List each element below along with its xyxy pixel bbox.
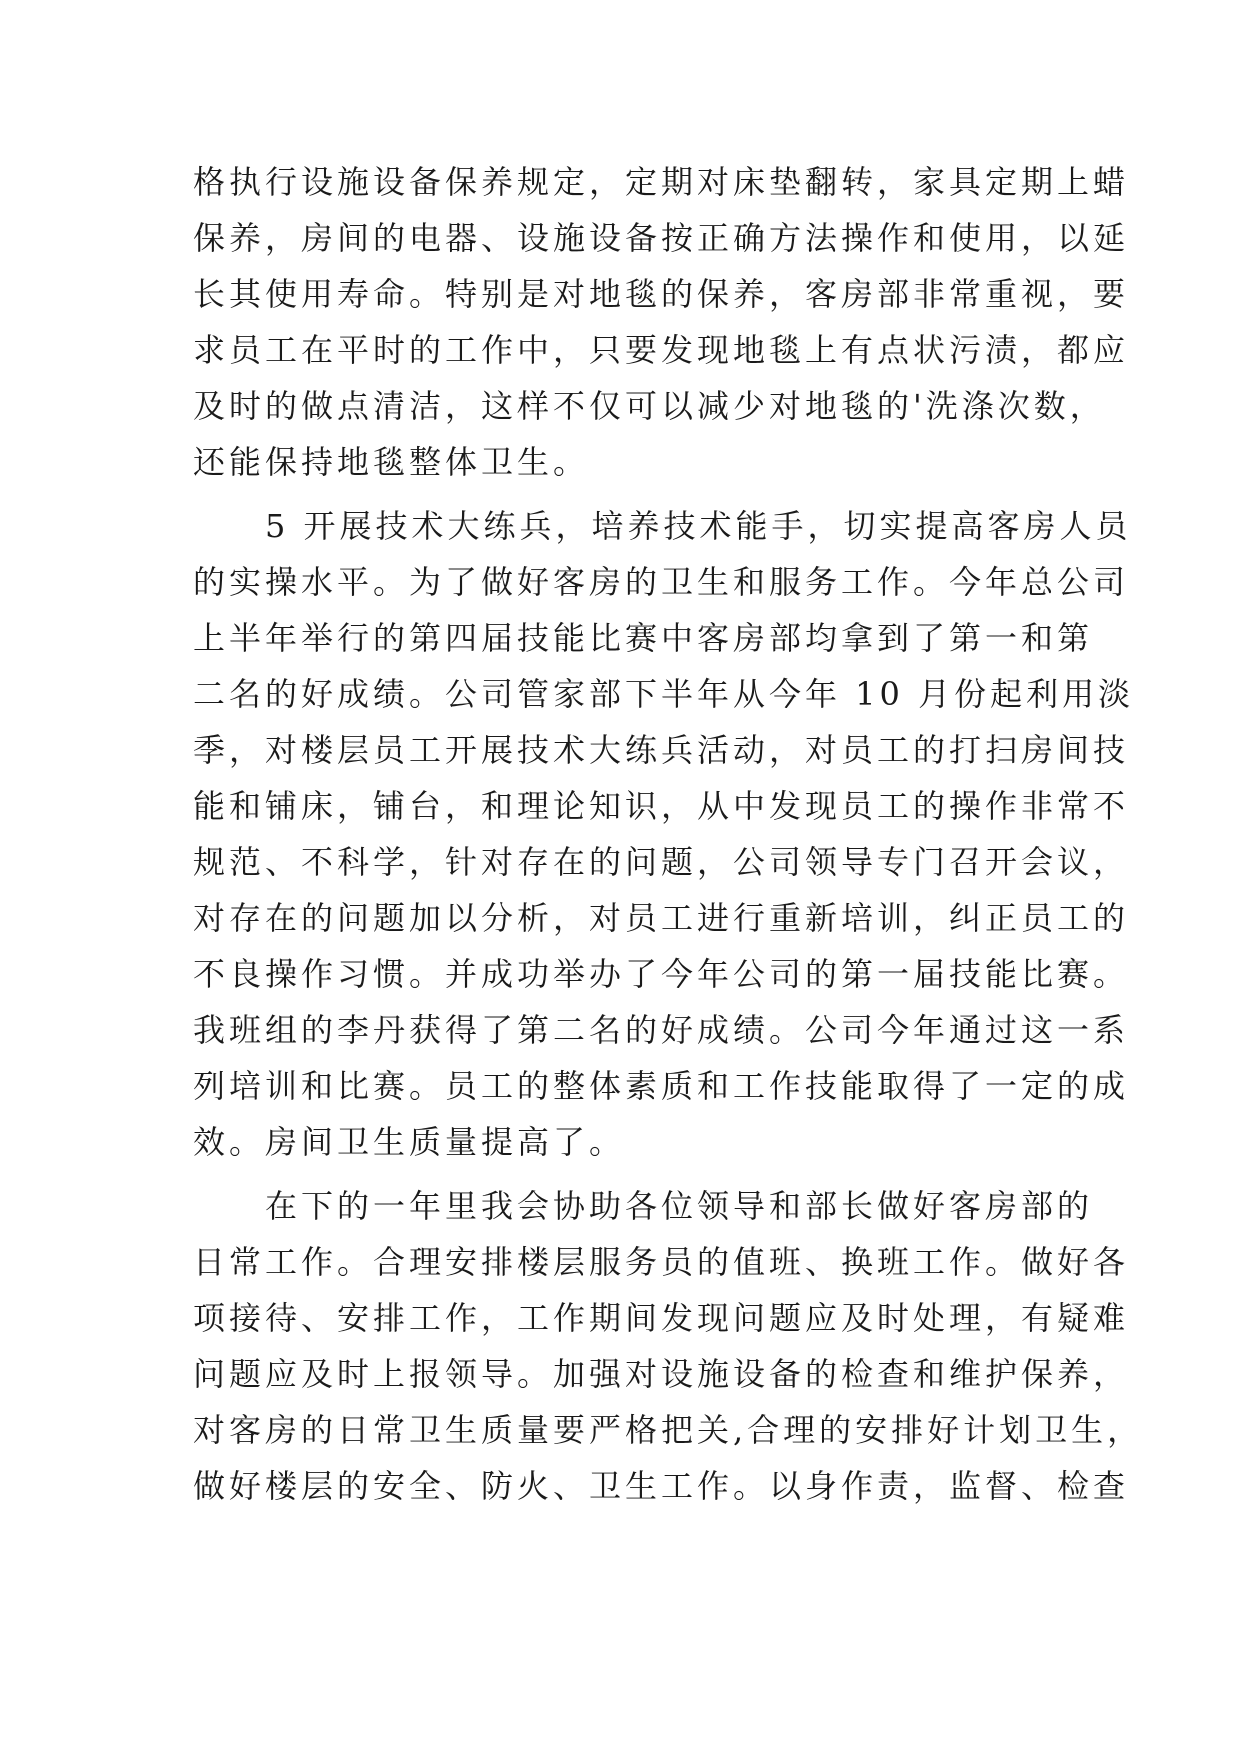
text-line: 长其使用寿命。特别是对地毯的保养，客房部非常重视，要 <box>193 275 1130 313</box>
paragraph-gap <box>193 1170 1073 1178</box>
text-line: 我班组的李丹获得了第二名的好成绩。公司今年通过这一系 <box>193 1011 1130 1049</box>
text-line: 保养，房间的电器、设施设备按正确方法操作和使用，以延 <box>193 219 1130 257</box>
text-line: 上半年举行的第四届技能比赛中客房部均拿到了第一和第 <box>193 619 1094 657</box>
text-line: 求员工在平时的工作中，只要发现地毯上有点状污渍，都应 <box>193 331 1130 369</box>
text-line: 规范、不科学，针对存在的问题，公司领导专门召开会议， <box>193 843 1130 881</box>
text-line: 5 开展技术大练兵，培养技术能手，切实提高客房人员 <box>193 507 1132 545</box>
body-text <box>193 154 1144 1514</box>
text-line: 对存在的问题加以分析，对员工进行重新培训，纠正员工的 <box>193 899 1130 937</box>
text-line: 及时的做点清洁，这样不仅可以减少对地毯的'洗涤次数， <box>193 387 1106 425</box>
text-line: 还能保持地毯整体卫生。 <box>193 443 590 481</box>
text-line: 能和铺床，铺台，和理论知识，从中发现员工的操作非常不 <box>193 787 1130 825</box>
text-line: 不良操作习惯。并成功举办了今年公司的第一届技能比赛。 <box>193 955 1130 993</box>
text-line: 格执行设施设备保养规定，定期对床垫翻转，家具定期上蜡 <box>193 163 1130 201</box>
paragraph-2 <box>193 498 1135 1170</box>
text-line: 问题应及时上报领导。加强对设施设备的检查和维护保养， <box>193 1355 1130 1393</box>
text-line: 效。房间卫生质量提高了。 <box>193 1123 626 1161</box>
text-line: 对客房的日常卫生质量要严格把关,合理的安排好计划卫生， <box>193 1411 1144 1449</box>
text-line: 日常工作。合理安排楼层服务员的值班、换班工作。做好各 <box>193 1243 1130 1281</box>
paragraph-1 <box>193 154 1130 490</box>
text-line: 在下的一年里我会协助各位领导和部长做好客房部的 <box>193 1187 1094 1225</box>
text-line: 做好楼层的安全、防火、卫生工作。以身作责，监督、检查 <box>193 1467 1130 1505</box>
text-line: 项接待、安排工作，工作期间发现问题应及时处理，有疑难 <box>193 1299 1130 1337</box>
text-line: 列培训和比赛。员工的整体素质和工作技能取得了一定的成 <box>193 1067 1130 1105</box>
paragraph-3 <box>193 1178 1144 1514</box>
text-line: 季，对楼层员工开展技术大练兵活动，对员工的打扫房间技 <box>193 731 1130 769</box>
paragraph-gap <box>193 490 1073 498</box>
text-line: 的实操水平。为了做好客房的卫生和服务工作。今年总公司 <box>193 563 1130 601</box>
text-line: 二名的好成绩。公司管家部下半年从今年 10 月份起利用淡 <box>193 675 1135 713</box>
